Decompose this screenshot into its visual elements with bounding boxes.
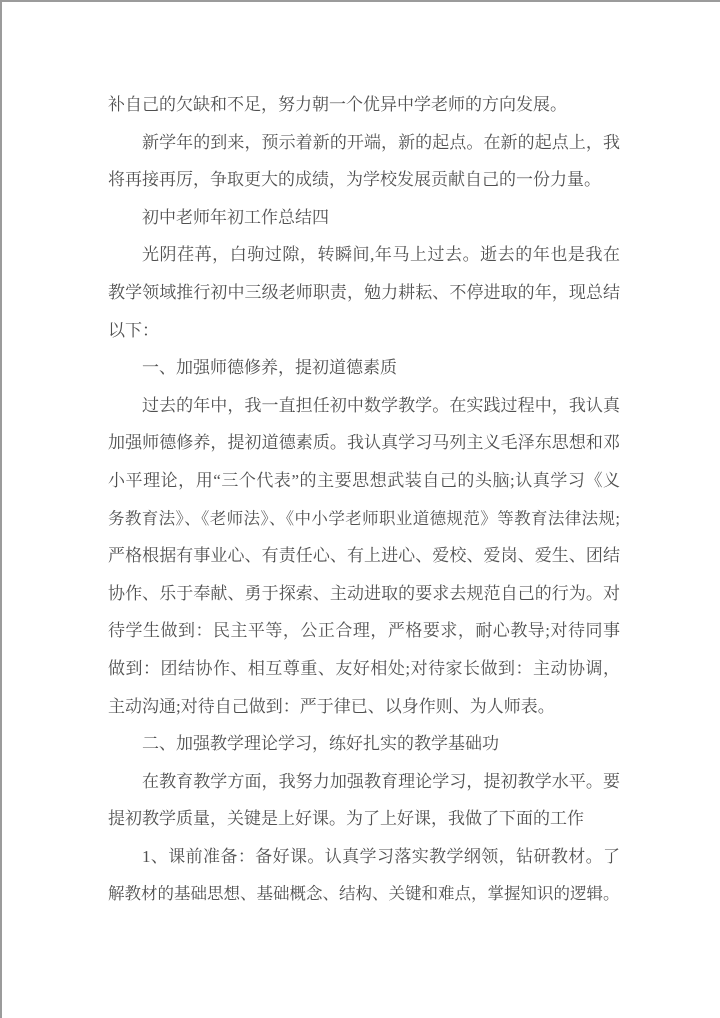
text-line: 主动沟通;对待自己做到：严于律已、以身作则、为人师表。	[108, 696, 555, 716]
text-line: 提初教学质量，关键是上好课。为了上好课，我做了下面的工作	[108, 809, 584, 829]
text-line: 协作、乐于奉献、勇于探索、主动进取的要求去规范自己的行为。对	[108, 583, 620, 603]
text-line: 在教育教学方面，我努力加强教育理论学习，提初教学水平。要	[142, 771, 620, 791]
text-line: 补自己的欠缺和不足，努力朝一个优异中学老师的方向发展。	[108, 95, 567, 114]
text-line: 光阴荏苒，白驹过隙，转瞬间,年马上过去。逝去的年也是我在	[142, 245, 620, 265]
text-line: 1、课前准备：备好课。认真学习落实教学纲领，钻研教材。了	[142, 846, 620, 866]
text-line: 待学生做到：民主平等，公正合理，严格要求，耐心教导;对待同事	[108, 621, 620, 641]
text-line: 过去的年中，我一直担任初中数学教学。在实践过程中，我认真	[142, 395, 620, 415]
text-line: 严格根据有事业心、有责任心、有上进心、爱校、爱岗、爱生、团结	[108, 546, 620, 566]
text-line: 务教育法》、《老师法》、《中小学老师职业道德规范》等教育法律法规;	[108, 508, 620, 528]
text-line: 二、加强教学理论学习，练好扎实的教学基础功	[142, 734, 499, 754]
text-line: 解教材的基础思想、基础概念、结构、关键和难点，掌握知识的逻辑。	[108, 884, 620, 904]
document-body	[108, 86, 620, 913]
text-line: 加强师德修养，提初道德素质。我认真学习马列主义毛泽东思想和邓	[108, 433, 620, 453]
text-line: 教学领域推行初中三级老师职责，勉力耕耘、不停进取的年，现总结	[108, 282, 620, 302]
text-line: 初中老师年初工作总结四	[142, 207, 329, 227]
text-line: 小平理论，用“三个代表”的主要思想武装自己的头脑;认真学习《义	[108, 470, 620, 490]
text-line: 将再接再厉，争取更大的成绩，为学校发展贡献自己的一份力量。	[108, 170, 601, 190]
text-line: 做到：团结协作、相互尊重、友好相处;对待家长做到：主动协调，	[108, 658, 620, 678]
text-line: 新学年的到来，预示着新的开端，新的起点。在新的起点上，我	[142, 132, 620, 152]
text-line: 一、加强师德修养，提初道德素质	[142, 358, 397, 378]
text-line: 以下：	[108, 320, 159, 340]
